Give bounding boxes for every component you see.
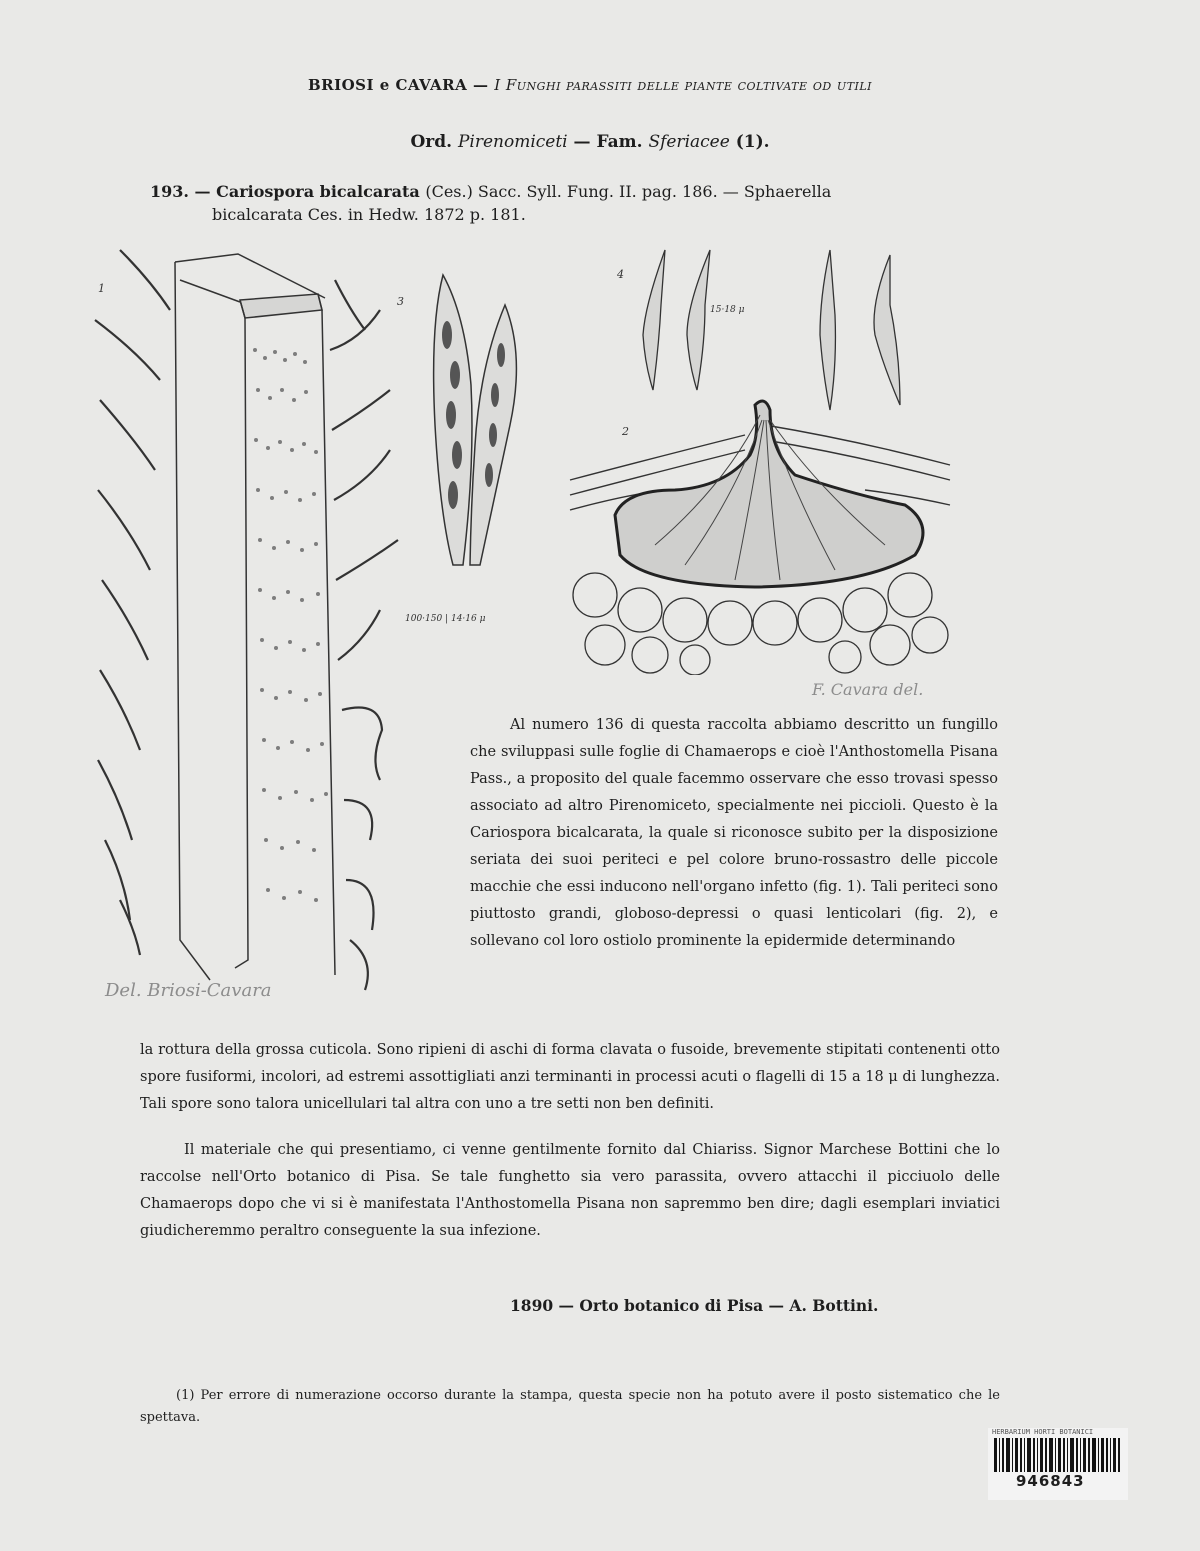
footnote-ref: (1).	[735, 132, 770, 152]
figure-3-scale: 100·150 | 14·16 μ	[405, 614, 486, 624]
header-series-title: I Funghi parassiti delle piante coltivate od utili	[494, 76, 873, 94]
collection-line: 1890 — Orto botanico di Pisa — A. Bottini.	[510, 1296, 879, 1315]
footnote: (1) Per errore di numerazione occorso durante la stampa, questa specie non ha potuto avere il posto sistematico che le spettava.	[140, 1388, 1000, 1425]
species-heading	[150, 180, 1010, 226]
barcode-header: HERBARIUM HORTI BOTANICI	[992, 1428, 1094, 1436]
header-authors: BRIOSI e CAVARA —	[307, 76, 489, 94]
figure-label-3: 3	[397, 295, 404, 308]
running-header	[150, 76, 1030, 94]
species-citation: (Ces.) Sacc. Syll. Fung. II. pag. 186. — Sphaerella	[425, 182, 832, 201]
figure-label-2: 2	[622, 425, 629, 438]
order-family-line	[150, 132, 1030, 152]
figure-1-petiole	[80, 240, 420, 1010]
signature-left: Del. Briosi-Cavara	[105, 980, 272, 1001]
paragraph-2: Il materiale che qui presentiamo, ci venne gentilmente fornito dal Chiariss. Signor Marchese Bottini che lo raccolse nell'Orto botanico di Pisa. Se tale funghetto sia vero parassita, ovvero attacchi il picciuolo delle Chamaerops dopo che vi si è manifestata l'Anthostomella Pisana non sapremmo ben dire; dagli esemplari inviatici giudicheremmo peraltro conseguente la sua infezione.	[140, 1142, 1000, 1239]
figure-label-1: 1	[98, 282, 105, 295]
order-name: Pirenomiceti	[457, 132, 568, 152]
figure-4-spores	[625, 245, 915, 415]
order-prefix: Ord.	[410, 132, 453, 152]
signature-right: F. Cavara del.	[812, 680, 924, 699]
species-synonym: bicalcarata Ces. in Hedw. 1872 p. 181.	[212, 205, 526, 224]
herbarium-barcode	[988, 1428, 1128, 1500]
paragraph-1-start: Al numero 136 di questa raccolta abbiamo descritto un fungillo che sviluppasi sulle foglie di Chamaerops e cioè l'Anthostomella Pisana Pass., a proposito del quale facemmo osservare che esso trovasi spesso associato ad altro Pirenomiceto, specialmente nei piccioli. Questo è la Cariospora bicalcarata, la quale si riconosce subito per la disposizione seriata dei suoi periteci e pel colore bruno-rossastro delle piccole macchie che essi inducono nell'organo infetto (fig. 1). Tali periteci sono piuttosto grandi, globoso-depressi o quasi lenticolari (fig. 2), e sollevano col loro ostiolo prominente la epidermide determinando	[470, 717, 998, 949]
figure-3-asci	[425, 265, 545, 585]
family-prefix: — Fam.	[573, 132, 643, 152]
barcode-number: 946843	[1016, 1472, 1085, 1490]
family-name: Sferiacee	[648, 132, 730, 152]
barcode-bars	[994, 1438, 1122, 1472]
figure-label-4: 4	[617, 268, 624, 281]
paragraph-1-end: la rottura della grossa cuticola. Sono ripieni di aschi di forma clavata o fusoide, brevemente stipitati contenenti otto spore fusiformi, incolori, ad estremi assottigliati anzi terminanti in processi acuti o flagelli di 15 a 18 μ di lunghezza. Tali spore sono talora unicellulari tal altra con uno a tre setti non ben definiti.	[140, 1042, 1000, 1112]
figure-4-scale: 15·18 μ	[710, 305, 745, 315]
species-name: 193. — Cariospora bicalcarata	[150, 182, 420, 201]
